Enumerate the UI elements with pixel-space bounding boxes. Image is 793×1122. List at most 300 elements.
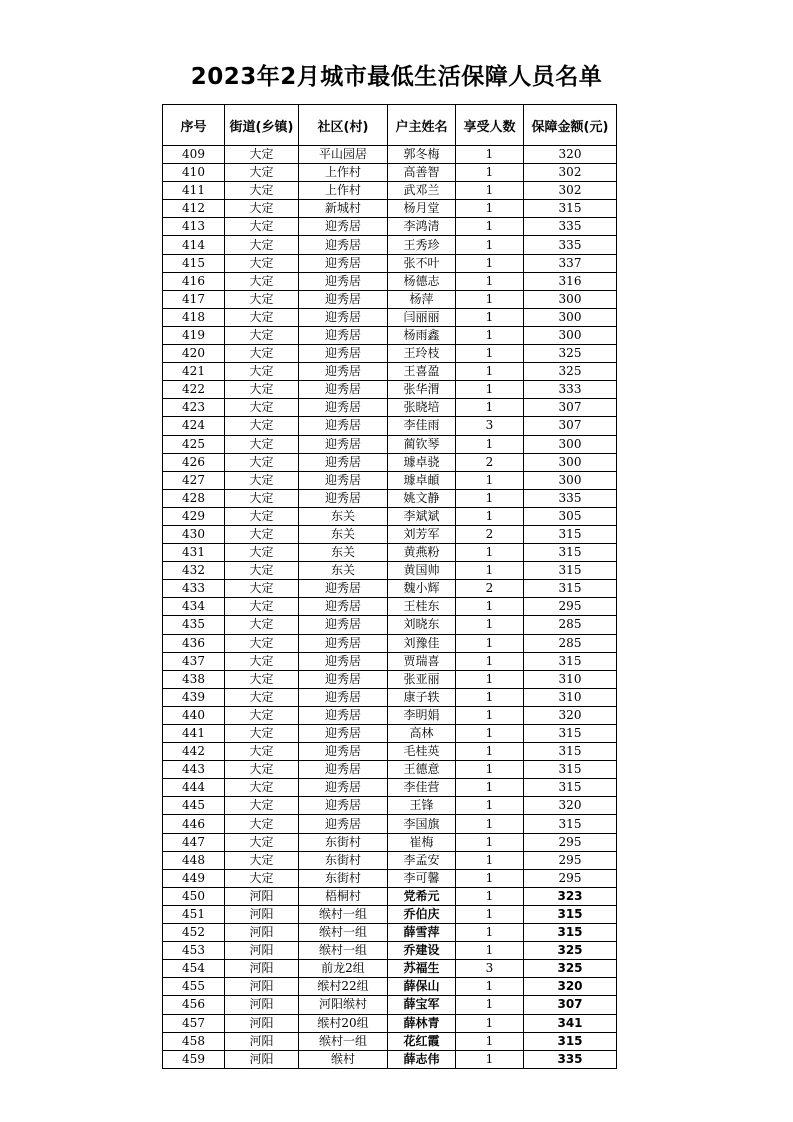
cell-street: 大定 bbox=[225, 670, 299, 688]
cell-serial: 414 bbox=[163, 236, 225, 254]
cell-people-count: 1 bbox=[456, 399, 524, 417]
cell-amount: 310 bbox=[524, 670, 617, 688]
cell-street: 大定 bbox=[225, 580, 299, 598]
cell-householder: 李明娟 bbox=[388, 706, 456, 724]
cell-community: 迎秀居 bbox=[299, 381, 388, 399]
cell-householder: 高善智 bbox=[388, 164, 456, 182]
cell-people-count: 1 bbox=[456, 471, 524, 489]
cell-householder: 李鸿清 bbox=[388, 218, 456, 236]
cell-street: 大定 bbox=[225, 182, 299, 200]
table-row bbox=[163, 525, 617, 543]
cell-serial: 454 bbox=[163, 960, 225, 978]
cell-street: 河阳 bbox=[225, 942, 299, 960]
cell-amount: 315 bbox=[524, 779, 617, 797]
cell-community: 上作村 bbox=[299, 164, 388, 182]
cell-amount: 315 bbox=[524, 924, 617, 942]
cell-serial: 415 bbox=[163, 254, 225, 272]
cell-householder: 王秀珍 bbox=[388, 236, 456, 254]
table-row bbox=[163, 345, 617, 363]
cell-serial: 459 bbox=[163, 1050, 225, 1068]
cell-community: 迎秀居 bbox=[299, 634, 388, 652]
cell-street: 大定 bbox=[225, 345, 299, 363]
table-row bbox=[163, 164, 617, 182]
cell-householder: 党希元 bbox=[388, 887, 456, 905]
cell-community: 迎秀居 bbox=[299, 652, 388, 670]
table-row bbox=[163, 435, 617, 453]
cell-people-count: 1 bbox=[456, 670, 524, 688]
cell-community: 迎秀居 bbox=[299, 453, 388, 471]
cell-people-count: 2 bbox=[456, 453, 524, 471]
cell-street: 大定 bbox=[225, 435, 299, 453]
cell-community: 迎秀居 bbox=[299, 616, 388, 634]
cell-amount: 335 bbox=[524, 489, 617, 507]
cell-street: 大定 bbox=[225, 851, 299, 869]
cell-householder: 李孟安 bbox=[388, 851, 456, 869]
cell-amount: 285 bbox=[524, 634, 617, 652]
cell-people-count: 1 bbox=[456, 363, 524, 381]
cell-serial: 427 bbox=[163, 471, 225, 489]
cell-householder: 张不叶 bbox=[388, 254, 456, 272]
cell-serial: 435 bbox=[163, 616, 225, 634]
cell-amount: 285 bbox=[524, 616, 617, 634]
cell-serial: 448 bbox=[163, 851, 225, 869]
cell-amount: 300 bbox=[524, 326, 617, 344]
roster-body bbox=[163, 146, 617, 1069]
cell-amount: 325 bbox=[524, 942, 617, 960]
cell-community: 迎秀居 bbox=[299, 580, 388, 598]
cell-serial: 432 bbox=[163, 562, 225, 580]
table-row bbox=[163, 706, 617, 724]
cell-householder: 薛志伟 bbox=[388, 1050, 456, 1068]
cell-householder: 刘晓东 bbox=[388, 616, 456, 634]
cell-street: 河阳 bbox=[225, 1050, 299, 1068]
cell-community: 迎秀居 bbox=[299, 363, 388, 381]
cell-amount: 300 bbox=[524, 453, 617, 471]
cell-street: 大定 bbox=[225, 706, 299, 724]
cell-householder: 杨雨鑫 bbox=[388, 326, 456, 344]
page-title: 2023年2月城市最低生活保障人员名单 bbox=[190, 64, 603, 90]
cell-serial: 419 bbox=[163, 326, 225, 344]
cell-community: 缑村20组 bbox=[299, 1014, 388, 1032]
cell-serial: 420 bbox=[163, 345, 225, 363]
cell-people-count: 1 bbox=[456, 218, 524, 236]
cell-street: 大定 bbox=[225, 815, 299, 833]
table-row bbox=[163, 942, 617, 960]
table-row bbox=[163, 290, 617, 308]
cell-community: 迎秀居 bbox=[299, 471, 388, 489]
cell-amount: 316 bbox=[524, 272, 617, 290]
cell-amount: 315 bbox=[524, 652, 617, 670]
cell-serial: 410 bbox=[163, 164, 225, 182]
cell-serial: 429 bbox=[163, 507, 225, 525]
cell-amount: 315 bbox=[524, 580, 617, 598]
cell-people-count: 1 bbox=[456, 164, 524, 182]
table-row bbox=[163, 833, 617, 851]
cell-community: 迎秀居 bbox=[299, 272, 388, 290]
cell-householder: 乔建设 bbox=[388, 942, 456, 960]
cell-householder: 黄国帅 bbox=[388, 562, 456, 580]
cell-householder: 刘芳军 bbox=[388, 525, 456, 543]
cell-householder: 贾瑞喜 bbox=[388, 652, 456, 670]
cell-serial: 455 bbox=[163, 978, 225, 996]
cell-street: 大定 bbox=[225, 381, 299, 399]
cell-householder: 杨萍 bbox=[388, 290, 456, 308]
cell-street: 大定 bbox=[225, 616, 299, 634]
cell-serial: 424 bbox=[163, 417, 225, 435]
cell-community: 梧桐村 bbox=[299, 887, 388, 905]
cell-people-count: 1 bbox=[456, 381, 524, 399]
cell-street: 河阳 bbox=[225, 996, 299, 1014]
cell-people-count: 1 bbox=[456, 815, 524, 833]
cell-street: 河阳 bbox=[225, 905, 299, 923]
cell-people-count: 1 bbox=[456, 146, 524, 164]
cell-people-count: 1 bbox=[456, 1050, 524, 1068]
table-row bbox=[163, 1014, 617, 1032]
table-row bbox=[163, 1032, 617, 1050]
table-row bbox=[163, 236, 617, 254]
table-row bbox=[163, 308, 617, 326]
cell-people-count: 1 bbox=[456, 924, 524, 942]
cell-amount: 315 bbox=[524, 905, 617, 923]
cell-people-count: 3 bbox=[456, 417, 524, 435]
cell-serial: 434 bbox=[163, 598, 225, 616]
cell-amount: 300 bbox=[524, 290, 617, 308]
table-row bbox=[163, 562, 617, 580]
cell-householder: 李佳营 bbox=[388, 779, 456, 797]
cell-street: 河阳 bbox=[225, 978, 299, 996]
cell-community: 平山园居 bbox=[299, 146, 388, 164]
cell-householder: 李国旗 bbox=[388, 815, 456, 833]
cell-householder: 璩卓骁 bbox=[388, 453, 456, 471]
table-row bbox=[163, 489, 617, 507]
cell-people-count: 1 bbox=[456, 797, 524, 815]
cell-street: 大定 bbox=[225, 688, 299, 706]
cell-amount: 320 bbox=[524, 146, 617, 164]
cell-street: 大定 bbox=[225, 326, 299, 344]
cell-street: 大定 bbox=[225, 833, 299, 851]
cell-serial: 450 bbox=[163, 887, 225, 905]
cell-householder: 李斌斌 bbox=[388, 507, 456, 525]
cell-amount: 307 bbox=[524, 399, 617, 417]
cell-serial: 458 bbox=[163, 1032, 225, 1050]
cell-amount: 325 bbox=[524, 345, 617, 363]
cell-householder: 刘豫佳 bbox=[388, 634, 456, 652]
cell-community: 迎秀居 bbox=[299, 345, 388, 363]
cell-householder: 武邓兰 bbox=[388, 182, 456, 200]
cell-serial: 431 bbox=[163, 544, 225, 562]
cell-serial: 437 bbox=[163, 652, 225, 670]
cell-people-count: 1 bbox=[456, 489, 524, 507]
cell-householder: 王德意 bbox=[388, 761, 456, 779]
cell-amount: 295 bbox=[524, 869, 617, 887]
cell-amount: 315 bbox=[524, 1032, 617, 1050]
cell-serial: 457 bbox=[163, 1014, 225, 1032]
cell-community: 迎秀居 bbox=[299, 779, 388, 797]
header-people-count: 享受人数 bbox=[456, 105, 524, 146]
cell-amount: 315 bbox=[524, 815, 617, 833]
table-row bbox=[163, 182, 617, 200]
cell-people-count: 1 bbox=[456, 978, 524, 996]
cell-people-count: 1 bbox=[456, 435, 524, 453]
cell-amount: 295 bbox=[524, 833, 617, 851]
cell-community: 东关 bbox=[299, 507, 388, 525]
table-row bbox=[163, 417, 617, 435]
cell-community: 迎秀居 bbox=[299, 399, 388, 417]
cell-community: 迎秀居 bbox=[299, 797, 388, 815]
cell-amount: 315 bbox=[524, 761, 617, 779]
cell-people-count: 1 bbox=[456, 290, 524, 308]
cell-community: 缑村一组 bbox=[299, 905, 388, 923]
table-row bbox=[163, 978, 617, 996]
cell-community: 缑村一组 bbox=[299, 924, 388, 942]
cell-householder: 张华渭 bbox=[388, 381, 456, 399]
cell-community: 迎秀居 bbox=[299, 598, 388, 616]
cell-householder: 王锋 bbox=[388, 797, 456, 815]
table-row bbox=[163, 688, 617, 706]
cell-street: 大定 bbox=[225, 525, 299, 543]
cell-community: 东关 bbox=[299, 544, 388, 562]
cell-serial: 416 bbox=[163, 272, 225, 290]
cell-community: 缑村 bbox=[299, 1050, 388, 1068]
cell-serial: 443 bbox=[163, 761, 225, 779]
cell-community: 迎秀居 bbox=[299, 725, 388, 743]
cell-amount: 333 bbox=[524, 381, 617, 399]
cell-people-count: 1 bbox=[456, 1032, 524, 1050]
cell-serial: 417 bbox=[163, 290, 225, 308]
cell-community: 迎秀居 bbox=[299, 254, 388, 272]
table-row bbox=[163, 453, 617, 471]
cell-amount: 335 bbox=[524, 1050, 617, 1068]
cell-community: 迎秀居 bbox=[299, 489, 388, 507]
cell-householder: 张亚丽 bbox=[388, 670, 456, 688]
cell-community: 迎秀居 bbox=[299, 417, 388, 435]
cell-people-count: 1 bbox=[456, 308, 524, 326]
cell-street: 大定 bbox=[225, 236, 299, 254]
cell-householder: 薛雪萍 bbox=[388, 924, 456, 942]
cell-community: 缑村一组 bbox=[299, 1032, 388, 1050]
cell-people-count: 1 bbox=[456, 272, 524, 290]
cell-community: 东街村 bbox=[299, 833, 388, 851]
cell-serial: 418 bbox=[163, 308, 225, 326]
table-row bbox=[163, 851, 617, 869]
cell-amount: 337 bbox=[524, 254, 617, 272]
cell-householder: 薛保山 bbox=[388, 978, 456, 996]
header-serial: 序号 bbox=[163, 105, 225, 146]
cell-serial: 426 bbox=[163, 453, 225, 471]
cell-householder: 郭冬梅 bbox=[388, 146, 456, 164]
cell-street: 大定 bbox=[225, 218, 299, 236]
cell-serial: 433 bbox=[163, 580, 225, 598]
cell-amount: 310 bbox=[524, 688, 617, 706]
table-row bbox=[163, 381, 617, 399]
cell-householder: 毛桂英 bbox=[388, 743, 456, 761]
cell-serial: 412 bbox=[163, 200, 225, 218]
cell-street: 大定 bbox=[225, 308, 299, 326]
cell-people-count: 1 bbox=[456, 905, 524, 923]
cell-serial: 451 bbox=[163, 905, 225, 923]
header-community: 社区(村) bbox=[299, 105, 388, 146]
cell-amount: 320 bbox=[524, 978, 617, 996]
table-row bbox=[163, 580, 617, 598]
cell-householder: 王玲枝 bbox=[388, 345, 456, 363]
cell-street: 河阳 bbox=[225, 887, 299, 905]
cell-street: 大定 bbox=[225, 562, 299, 580]
cell-street: 大定 bbox=[225, 254, 299, 272]
cell-street: 大定 bbox=[225, 471, 299, 489]
cell-community: 迎秀居 bbox=[299, 688, 388, 706]
cell-community: 东关 bbox=[299, 562, 388, 580]
cell-amount: 295 bbox=[524, 598, 617, 616]
cell-people-count: 1 bbox=[456, 326, 524, 344]
cell-community: 东街村 bbox=[299, 869, 388, 887]
cell-serial: 428 bbox=[163, 489, 225, 507]
cell-street: 大定 bbox=[225, 743, 299, 761]
cell-serial: 425 bbox=[163, 435, 225, 453]
cell-serial: 442 bbox=[163, 743, 225, 761]
cell-householder: 黄燕粉 bbox=[388, 544, 456, 562]
cell-serial: 444 bbox=[163, 779, 225, 797]
table-row bbox=[163, 905, 617, 923]
cell-community: 前龙2组 bbox=[299, 960, 388, 978]
cell-people-count: 1 bbox=[456, 779, 524, 797]
cell-amount: 315 bbox=[524, 200, 617, 218]
table-row bbox=[163, 815, 617, 833]
cell-community: 迎秀居 bbox=[299, 815, 388, 833]
table-row bbox=[163, 869, 617, 887]
cell-amount: 323 bbox=[524, 887, 617, 905]
cell-street: 河阳 bbox=[225, 924, 299, 942]
table-row bbox=[163, 146, 617, 164]
roster-table bbox=[162, 104, 617, 1069]
table-row bbox=[163, 363, 617, 381]
cell-amount: 315 bbox=[524, 725, 617, 743]
cell-householder: 李佳雨 bbox=[388, 417, 456, 435]
cell-street: 大定 bbox=[225, 761, 299, 779]
cell-people-count: 1 bbox=[456, 761, 524, 779]
table-row bbox=[163, 507, 617, 525]
cell-amount: 300 bbox=[524, 308, 617, 326]
cell-street: 大定 bbox=[225, 453, 299, 471]
cell-community: 迎秀居 bbox=[299, 706, 388, 724]
table-row bbox=[163, 779, 617, 797]
cell-serial: 452 bbox=[163, 924, 225, 942]
table-row bbox=[163, 399, 617, 417]
cell-people-count: 1 bbox=[456, 725, 524, 743]
cell-amount: 315 bbox=[524, 525, 617, 543]
table-row bbox=[163, 924, 617, 942]
cell-people-count: 1 bbox=[456, 200, 524, 218]
cell-people-count: 1 bbox=[456, 688, 524, 706]
cell-street: 大定 bbox=[225, 652, 299, 670]
cell-people-count: 1 bbox=[456, 869, 524, 887]
table-row bbox=[163, 652, 617, 670]
cell-street: 河阳 bbox=[225, 1032, 299, 1050]
table-row bbox=[163, 598, 617, 616]
table-row bbox=[163, 996, 617, 1014]
table-row bbox=[163, 634, 617, 652]
table-row bbox=[163, 218, 617, 236]
cell-householder: 张晓培 bbox=[388, 399, 456, 417]
cell-people-count: 1 bbox=[456, 544, 524, 562]
cell-amount: 341 bbox=[524, 1014, 617, 1032]
cell-serial: 456 bbox=[163, 996, 225, 1014]
cell-amount: 305 bbox=[524, 507, 617, 525]
cell-amount: 315 bbox=[524, 544, 617, 562]
cell-amount: 307 bbox=[524, 417, 617, 435]
table-row bbox=[163, 670, 617, 688]
cell-street: 大定 bbox=[225, 779, 299, 797]
table-row bbox=[163, 471, 617, 489]
table-row bbox=[163, 725, 617, 743]
cell-amount: 320 bbox=[524, 797, 617, 815]
cell-householder: 杨月堂 bbox=[388, 200, 456, 218]
cell-serial: 423 bbox=[163, 399, 225, 417]
cell-people-count: 3 bbox=[456, 960, 524, 978]
table-row bbox=[163, 1050, 617, 1068]
cell-community: 新城村 bbox=[299, 200, 388, 218]
cell-street: 大定 bbox=[225, 507, 299, 525]
cell-people-count: 1 bbox=[456, 652, 524, 670]
cell-street: 大定 bbox=[225, 598, 299, 616]
cell-people-count: 1 bbox=[456, 887, 524, 905]
cell-people-count: 2 bbox=[456, 580, 524, 598]
cell-amount: 325 bbox=[524, 363, 617, 381]
cell-people-count: 2 bbox=[456, 525, 524, 543]
table-row bbox=[163, 272, 617, 290]
cell-street: 大定 bbox=[225, 544, 299, 562]
cell-serial: 446 bbox=[163, 815, 225, 833]
cell-street: 大定 bbox=[225, 146, 299, 164]
cell-street: 大定 bbox=[225, 417, 299, 435]
cell-serial: 409 bbox=[163, 146, 225, 164]
cell-householder: 闫丽丽 bbox=[388, 308, 456, 326]
cell-serial: 441 bbox=[163, 725, 225, 743]
cell-people-count: 1 bbox=[456, 706, 524, 724]
cell-serial: 413 bbox=[163, 218, 225, 236]
header-amount: 保障金额(元) bbox=[524, 105, 617, 146]
cell-householder: 薛林青 bbox=[388, 1014, 456, 1032]
cell-street: 大定 bbox=[225, 489, 299, 507]
cell-community: 迎秀居 bbox=[299, 743, 388, 761]
cell-people-count: 1 bbox=[456, 236, 524, 254]
cell-serial: 445 bbox=[163, 797, 225, 815]
cell-amount: 307 bbox=[524, 996, 617, 1014]
cell-householder: 杨德志 bbox=[388, 272, 456, 290]
cell-amount: 302 bbox=[524, 182, 617, 200]
cell-serial: 440 bbox=[163, 706, 225, 724]
cell-street: 河阳 bbox=[225, 1014, 299, 1032]
cell-people-count: 1 bbox=[456, 182, 524, 200]
cell-serial: 453 bbox=[163, 942, 225, 960]
cell-householder: 姚文静 bbox=[388, 489, 456, 507]
cell-householder: 璩卓頔 bbox=[388, 471, 456, 489]
cell-people-count: 1 bbox=[456, 1014, 524, 1032]
cell-householder: 高林 bbox=[388, 725, 456, 743]
cell-amount: 335 bbox=[524, 218, 617, 236]
cell-householder: 薛宝军 bbox=[388, 996, 456, 1014]
cell-serial: 439 bbox=[163, 688, 225, 706]
cell-street: 大定 bbox=[225, 363, 299, 381]
cell-community: 迎秀居 bbox=[299, 236, 388, 254]
table-row bbox=[163, 887, 617, 905]
cell-people-count: 1 bbox=[456, 996, 524, 1014]
cell-householder: 崔梅 bbox=[388, 833, 456, 851]
cell-street: 大定 bbox=[225, 164, 299, 182]
cell-street: 大定 bbox=[225, 272, 299, 290]
header-street: 街道(乡镇) bbox=[225, 105, 299, 146]
cell-serial: 438 bbox=[163, 670, 225, 688]
cell-amount: 320 bbox=[524, 706, 617, 724]
